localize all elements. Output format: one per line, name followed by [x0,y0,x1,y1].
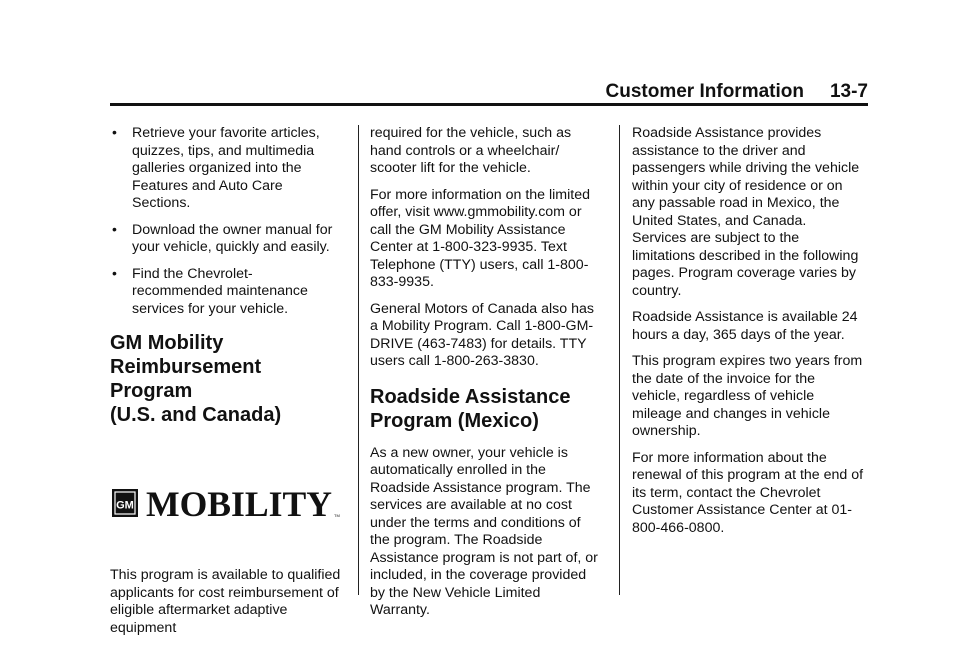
roadside-paragraph-5: For more information about the renewal of this program at the end of its term, contact the Chevrolet Customer Assistance Center at 01-800-466-0800. [632,449,864,536]
bullet-text: Download the owner manual for your vehicle, quickly and easily. [132,221,333,255]
bullet-dot-icon: • [112,124,117,140]
section-title: Customer Information [605,81,804,102]
header-rule [110,103,868,106]
roadside-paragraph-4: This program expires two years from the date of the invoice for the vehicle, regardless of vehicle mileage and changes in vehicle ownership. [632,353,863,439]
mobility-continued: required for the vehicle, such as hand controls or a wheelchair/ scooter lift for the vehicle. [370,125,572,176]
roadside-paragraph-1: As a new owner, your vehicle is automatically enrolled in the Roadside Assistance program. The services are available at no cost under the terms and conditions of the program. The Roadside Assistance program is not part of, or included, in the coverage provided by the New Vehicle Limited Warranty. [370,444,598,618]
bullet-item [110,266,342,319]
column-1 [110,125,342,646]
bullet-text: Find the Chevrolet-recommended maintenance services for your vehicle. [132,265,308,317]
roadside-heading: Roadside Assistance Program (Mexico) [370,385,571,432]
mobility-more-info: For more information on the limited offer, visit www.gmmobility.com or call the GM Mobility Assistance Center at 1-800-323-9935. Text Telephone (TTY) users, call 1-800-833-9935. [370,186,590,290]
mobility-heading: GM Mobility Reimbursement Program (U.S. and Canada) [110,332,282,426]
bullet-item [110,125,342,213]
column-divider-1 [358,125,359,595]
bullet-text: Retrieve your favorite articles, quizzes, tips, and multimedia galleries organized into the Features and Auto Care Sections. [132,125,320,211]
mobility-intro: This program is available to qualified applicants for cost reimbursement of eligible aftermarket adaptive equipment [110,567,341,636]
svg-text:TM: TM [334,513,340,518]
mobility-canada: General Motors of Canada also has a Mobility Program. Call 1-800-GM-DRIVE (463-7483) for details. TTY users call 1-800-263-3830. [370,300,594,369]
bullet-item [110,222,342,257]
column-divider-2 [619,125,620,595]
page-header [110,80,868,104]
column-2 [370,125,602,629]
page-number: 13-7 [829,81,868,102]
roadside-paragraph-2: Roadside Assistance provides assistance to the driver and passengers while driving the vehicle within your city of residence or on any passable road in Mexico, the United States, and Canada. Services are subject to the limitations described in the following pages. Program coverage varies by country. [632,125,860,299]
gm-mobility-logo [110,483,342,523]
column-3 [632,125,864,546]
svg-text:GM: GM [116,499,134,512]
svg-text:MOBILITY: MOBILITY [146,484,332,523]
bullet-dot-icon: • [112,220,117,237]
bullet-dot-icon: • [112,264,117,281]
gm-mobility-logo-icon [110,483,344,523]
roadside-paragraph-3: Roadside Assistance is available 24 hours a day, 365 days of the year. [632,309,858,343]
